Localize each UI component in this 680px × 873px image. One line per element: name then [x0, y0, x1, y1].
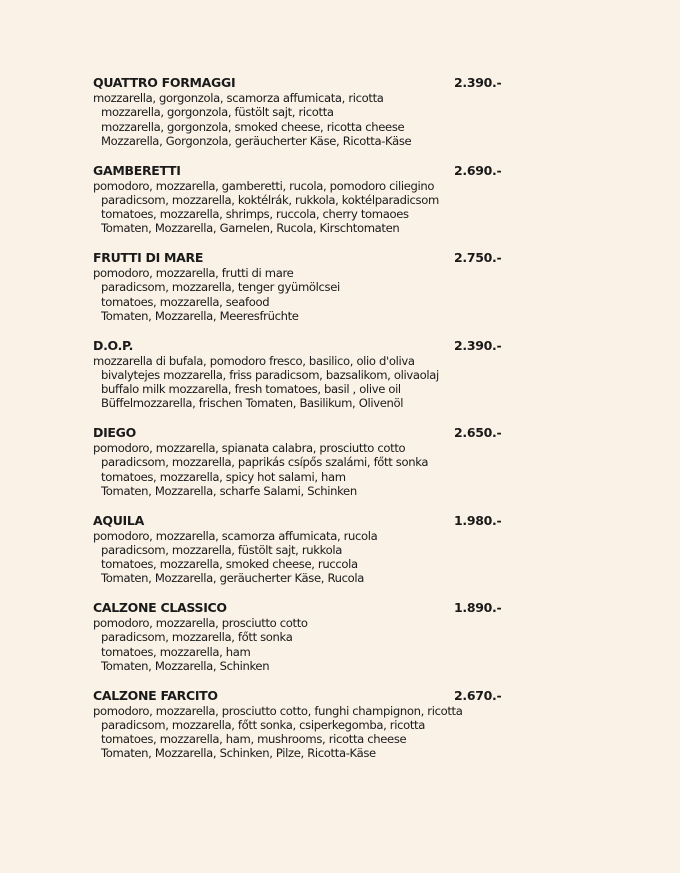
menu-item-name: GAMBERETTI	[93, 162, 181, 178]
menu-item	[93, 599, 513, 687]
menu-item-name: CALZONE CLASSICO	[93, 600, 227, 615]
menu-item	[93, 74, 513, 162]
menu-item-name: D.O.P.	[93, 337, 134, 353]
ingredients-italian: mozzarella di bufala, pomodoro fresco, basilico, olio d'oliva	[93, 353, 415, 368]
menu-item	[93, 424, 513, 512]
menu-item-price: 2.390.-	[454, 337, 502, 353]
ingredients-german: Tomaten, Mozzarella, Meeresfrüchte	[101, 308, 299, 323]
ingredients-german: Tomaten, Mozzarella, scharfe Salami, Schinken	[101, 483, 357, 498]
ingredients-italian: pomodoro, mozzarella, scamorza affumicata, rucola	[93, 528, 378, 543]
menu-item-price: 2.390.-	[454, 75, 502, 90]
menu-item-price: 2.650.-	[454, 425, 502, 440]
menu-item-name: FRUTTI DI MARE	[93, 250, 204, 265]
menu-item	[93, 249, 513, 337]
ingredients-hungarian: paradicsom, mozzarella, koktélrák, rukkola, koktélparadicsom	[101, 192, 439, 207]
ingredients-german: Tomaten, Mozzarella, Schinken	[101, 658, 270, 673]
menu-item	[93, 162, 513, 250]
menu-item	[93, 512, 513, 600]
menu-item-header	[93, 424, 513, 441]
menu-item-name: CALZONE FARCITO	[93, 687, 218, 703]
ingredients-italian: pomodoro, mozzarella, frutti di mare	[93, 266, 294, 280]
ingredients-english: mozzarella, gorgonzola, smoked cheese, ricotta cheese	[101, 119, 405, 134]
ingredients-hungarian: paradicsom, mozzarella, paprikás csípős szalámi, főtt sonka	[101, 455, 429, 470]
ingredients-english: buffalo milk mozzarella, fresh tomatoes, basil , olive oil	[101, 382, 401, 397]
menu-item-name: AQUILA	[93, 512, 144, 528]
ingredients-hungarian: paradicsom, mozzarella, tenger gyümölcsei	[101, 280, 340, 295]
ingredients-italian: pomodoro, mozzarella, spianata calabra, prosciutto cotto	[93, 441, 406, 455]
ingredients-german: Tomaten, Mozzarella, Schinken, Pilze, Ricotta-Käse	[101, 746, 376, 761]
pizza-menu	[93, 74, 513, 774]
ingredients-hungarian: mozzarella, gorgonzola, füstölt sajt, ricotta	[101, 105, 334, 120]
menu-item-price: 2.670.-	[454, 687, 502, 703]
ingredients-german: Büffelmozzarella, frischen Tomaten, Basilikum, Olivenöl	[101, 396, 404, 411]
ingredients-hungarian: paradicsom, mozzarella, főtt sonka, csiperkegomba, ricotta	[101, 717, 425, 732]
menu-item-header	[93, 599, 513, 616]
ingredients-german: Mozzarella, Gorgonzola, geräucherter Käse, Ricotta-Käse	[101, 133, 412, 148]
ingredients-english: tomatoes, mozzarella, seafood	[101, 294, 270, 309]
ingredients-english: tomatoes, mozzarella, ham	[101, 644, 251, 659]
menu-item-price: 1.890.-	[454, 600, 502, 615]
menu-item-header	[93, 249, 513, 266]
ingredients-italian: pomodoro, mozzarella, prosciutto cotto, funghi champignon, ricotta	[93, 703, 463, 718]
ingredients-hungarian: bivalytejes mozzarella, friss paradicsom, bazsalikom, olivaolaj	[101, 367, 439, 382]
menu-item-header	[93, 162, 513, 179]
ingredients-italian: pomodoro, mozzarella, gamberetti, rucola, pomodoro ciliegino	[93, 178, 435, 193]
ingredients-english: tomatoes, mozzarella, smoked cheese, ruccola	[101, 557, 358, 572]
ingredients-italian: mozzarella, gorgonzola, scamorza affumicata, ricotta	[93, 91, 384, 105]
ingredients-english: tomatoes, mozzarella, shrimps, ruccola, cherry tomaoes	[101, 207, 409, 222]
ingredients-english: tomatoes, mozzarella, ham, mushrooms, ricotta cheese	[101, 732, 407, 747]
ingredients-german: Tomaten, Mozzarella, Garnelen, Rucola, Kirschtomaten	[101, 221, 400, 236]
ingredients-hungarian: paradicsom, mozzarella, füstölt sajt, rukkola	[101, 542, 342, 557]
menu-item-price: 1.980.-	[454, 512, 502, 528]
menu-item-header	[93, 512, 513, 529]
menu-item-header	[93, 74, 513, 91]
menu-item-price: 2.690.-	[454, 162, 502, 178]
menu-item	[93, 337, 513, 425]
menu-item-price: 2.750.-	[454, 250, 502, 265]
menu-item	[93, 687, 513, 775]
menu-item-name: DIEGO	[93, 425, 136, 440]
ingredients-german: Tomaten, Mozzarella, geräucherter Käse, Rucola	[101, 571, 365, 586]
ingredients-english: tomatoes, mozzarella, spicy hot salami, ham	[101, 469, 346, 484]
ingredients-hungarian: paradicsom, mozzarella, főtt sonka	[101, 630, 293, 645]
menu-item-header	[93, 337, 513, 354]
menu-item-header	[93, 687, 513, 704]
menu-item-name: QUATTRO FORMAGGI	[93, 75, 236, 90]
ingredients-italian: pomodoro, mozzarella, prosciutto cotto	[93, 616, 308, 630]
